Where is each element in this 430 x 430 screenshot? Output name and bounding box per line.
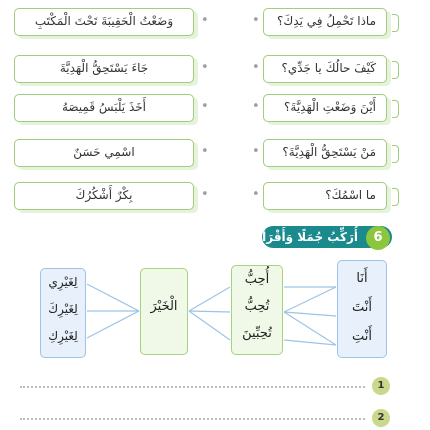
right-question-card-5[interactable] <box>263 182 387 210</box>
verb-item: تُحِبُّ <box>244 299 270 314</box>
right-question-card-3[interactable] <box>263 94 387 122</box>
left-sentence-card-1[interactable] <box>14 8 194 36</box>
section-number-badge: 6 <box>366 226 390 250</box>
object-box <box>140 268 188 355</box>
edge-tab-decoration <box>392 14 399 32</box>
left-sentence-text: اسْمِي حَسَنٌ <box>73 145 135 159</box>
right-question-text: كَيْفَ حالُكَ يا جَدِّي؟ <box>281 61 376 75</box>
right-question-card-4[interactable] <box>263 139 387 167</box>
line-number-badge-1: 1 <box>372 377 390 395</box>
right-question-text: أَيْنَ وَضَعْتِ الْهَدِيَّةَ؟ <box>284 100 376 114</box>
left-sentence-card-4[interactable] <box>14 139 194 167</box>
pronoun-box <box>337 260 387 358</box>
verb-item: أُحِبُّ <box>244 272 270 287</box>
edge-tab-decoration <box>392 188 399 206</box>
section-title: أُرَكِّبُ جُمَلًا وَأَقْرَأُ <box>262 230 358 244</box>
left-connect-dot-5[interactable]: • <box>201 187 209 202</box>
left-connect-dot-1[interactable]: • <box>201 13 209 28</box>
right-question-card-1[interactable] <box>263 8 387 36</box>
pronoun-item: أَنْتَ <box>352 300 372 315</box>
left-sentence-text: جَاءَ يَسْتَحِقُّ الْهَدِيَّةَ <box>59 61 149 75</box>
right-question-text: مَنْ يَسْتَحِقُّ الْهَدِيَّةَ؟ <box>282 145 376 159</box>
writing-line-2[interactable] <box>20 418 365 420</box>
right-connect-dot-5[interactable]: • <box>252 187 260 202</box>
right-connect-dot-2[interactable]: • <box>252 60 260 75</box>
right-connect-dot-1[interactable]: • <box>252 13 260 28</box>
right-connect-dot-3[interactable]: • <box>252 99 260 114</box>
left-sentence-text: أَخَذَ يَلْبَسُ قَمِيصَهُ <box>61 100 147 114</box>
ending-item: لِغَيْرِي <box>48 275 78 289</box>
left-connect-dot-3[interactable]: • <box>201 99 209 114</box>
edge-tab-decoration <box>392 145 399 163</box>
verb-item: تُحِبِّينَ <box>242 326 272 341</box>
left-sentence-card-3[interactable] <box>14 94 194 122</box>
pronoun-item: أَنْتِ <box>352 329 372 344</box>
right-connect-dot-4[interactable]: • <box>252 144 260 159</box>
ending-box <box>40 268 86 358</box>
right-question-card-2[interactable] <box>263 55 387 83</box>
verb-box <box>231 265 283 355</box>
left-connect-dot-2[interactable]: • <box>201 60 209 75</box>
edge-tab-decoration <box>392 61 399 79</box>
left-sentence-text: وَضَعْتُ الْحَقِيبَةَ تَحْتَ الْمَكْتَبِ <box>34 14 174 28</box>
ending-item: لِغَيْرِكَ <box>48 302 78 316</box>
line-number-badge-2: 2 <box>372 409 390 427</box>
object-word: الْخَيْرَ <box>150 299 178 314</box>
left-sentence-card-2[interactable] <box>14 55 194 83</box>
right-question-text: ماذا تَحْمِلُ فِي يَدِكَ؟ <box>277 14 376 28</box>
left-sentence-text: بِكْرٌ أَشْكُرُكَ <box>75 188 133 202</box>
pronoun-item: أَنَا <box>356 271 368 286</box>
left-connect-dot-4[interactable]: • <box>201 144 209 159</box>
writing-line-1[interactable] <box>20 386 365 388</box>
edge-tab-decoration <box>392 100 399 118</box>
left-sentence-card-5[interactable] <box>14 182 194 210</box>
ending-item: لِغَيْرِكِ <box>48 329 78 343</box>
right-question-text: ما اسْمُكَ؟ <box>325 188 376 202</box>
